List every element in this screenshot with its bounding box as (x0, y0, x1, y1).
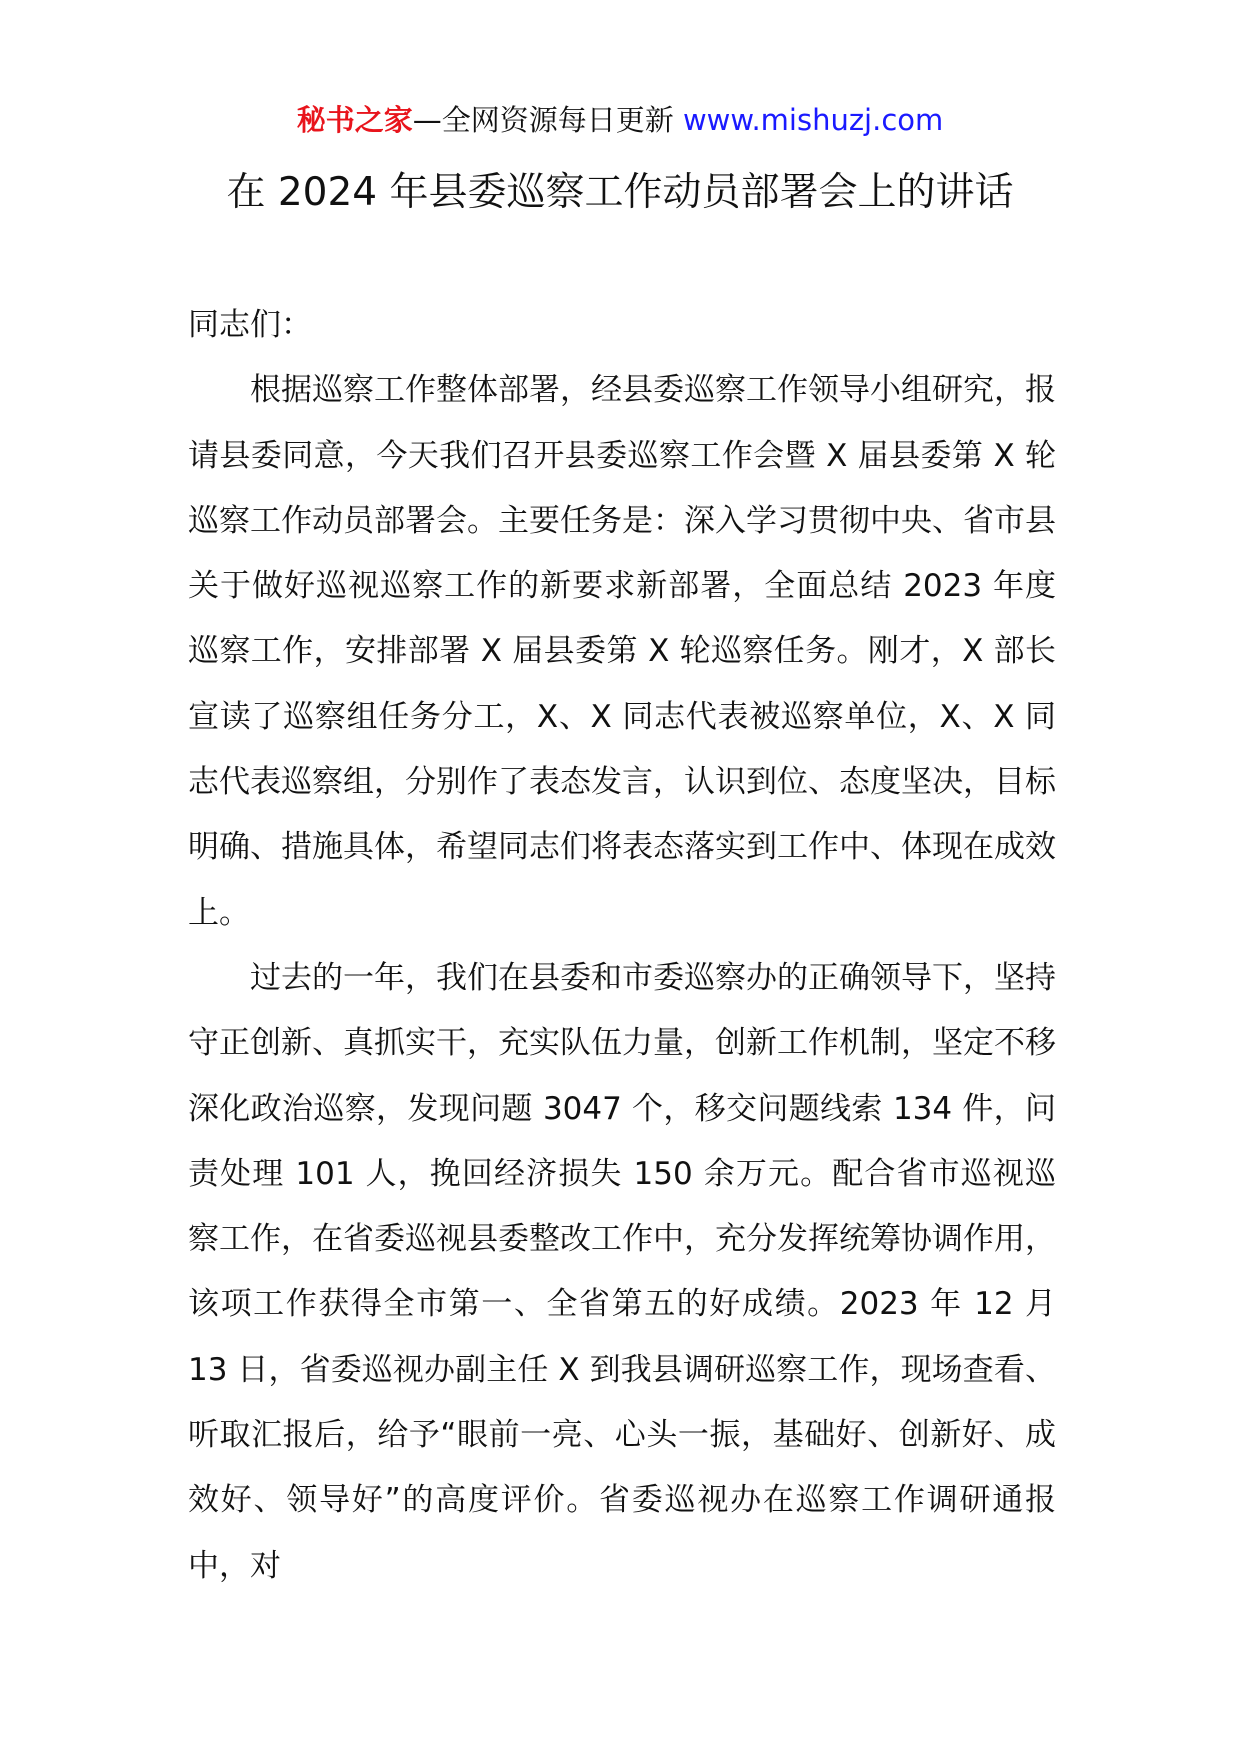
site-header (0, 100, 1240, 140)
body-paragraph: 根据巡察工作整体部署，经县委巡察工作领导小组研究，报请县委同意，今天我们召开县委巡察工作会暨 X 届县委第 X 轮巡察工作动员部署会。主要任务是：深入学习贯彻中央、省市县关于做好巡视巡察工作的新要求新部署，全面总结 2023 年度巡察工作，安排部署 X 届县委第 X 轮巡察任务。刚才，X 部长宣读了巡察组任务分工，X、X 同志代表被巡察单位，X、X 同志代表巡察组，分别作了表态发言，认识到位、态度坚决，目标明确、措施具体，希望同志们将表态落实到工作中、体现在成效上。 (188, 372, 1056, 931)
document-body (188, 293, 1056, 1599)
salutation: 同志们： (188, 307, 312, 343)
header-slogan: —全网资源每日更新 (412, 103, 683, 137)
body-paragraph: 过去的一年，我们在县委和市委巡察办的正确领导下，坚持守正创新、真抓实干，充实队伍力量，创新工作机制，坚定不移深化政治巡察，发现问题 3047 个，移交问题线索 134 件，问责处理 101 人，挽回经济损失 150 余万元。配合省市巡视巡察工作，在省委巡视县委整改工作中，充分发挥统筹协调作用，该项工作获得全市第一、全省第五的好成绩。2023 年 12 月 13 日，省委巡视办副主任 X 到我县调研巡察工作，现场查看、听取汇报后，给予“眼前一亮、心头一振，基础好、创新好、成效好、领导好”的高度评价。省委巡视办在巡察工作调研通报中，对 (188, 959, 1056, 1584)
site-url-link[interactable]: www.mishuzj.com (682, 103, 944, 137)
document-title: 在 2024 年县委巡察工作动员部署会上的讲话 (226, 170, 1014, 215)
brand-name: 秘书之家 (296, 103, 413, 137)
